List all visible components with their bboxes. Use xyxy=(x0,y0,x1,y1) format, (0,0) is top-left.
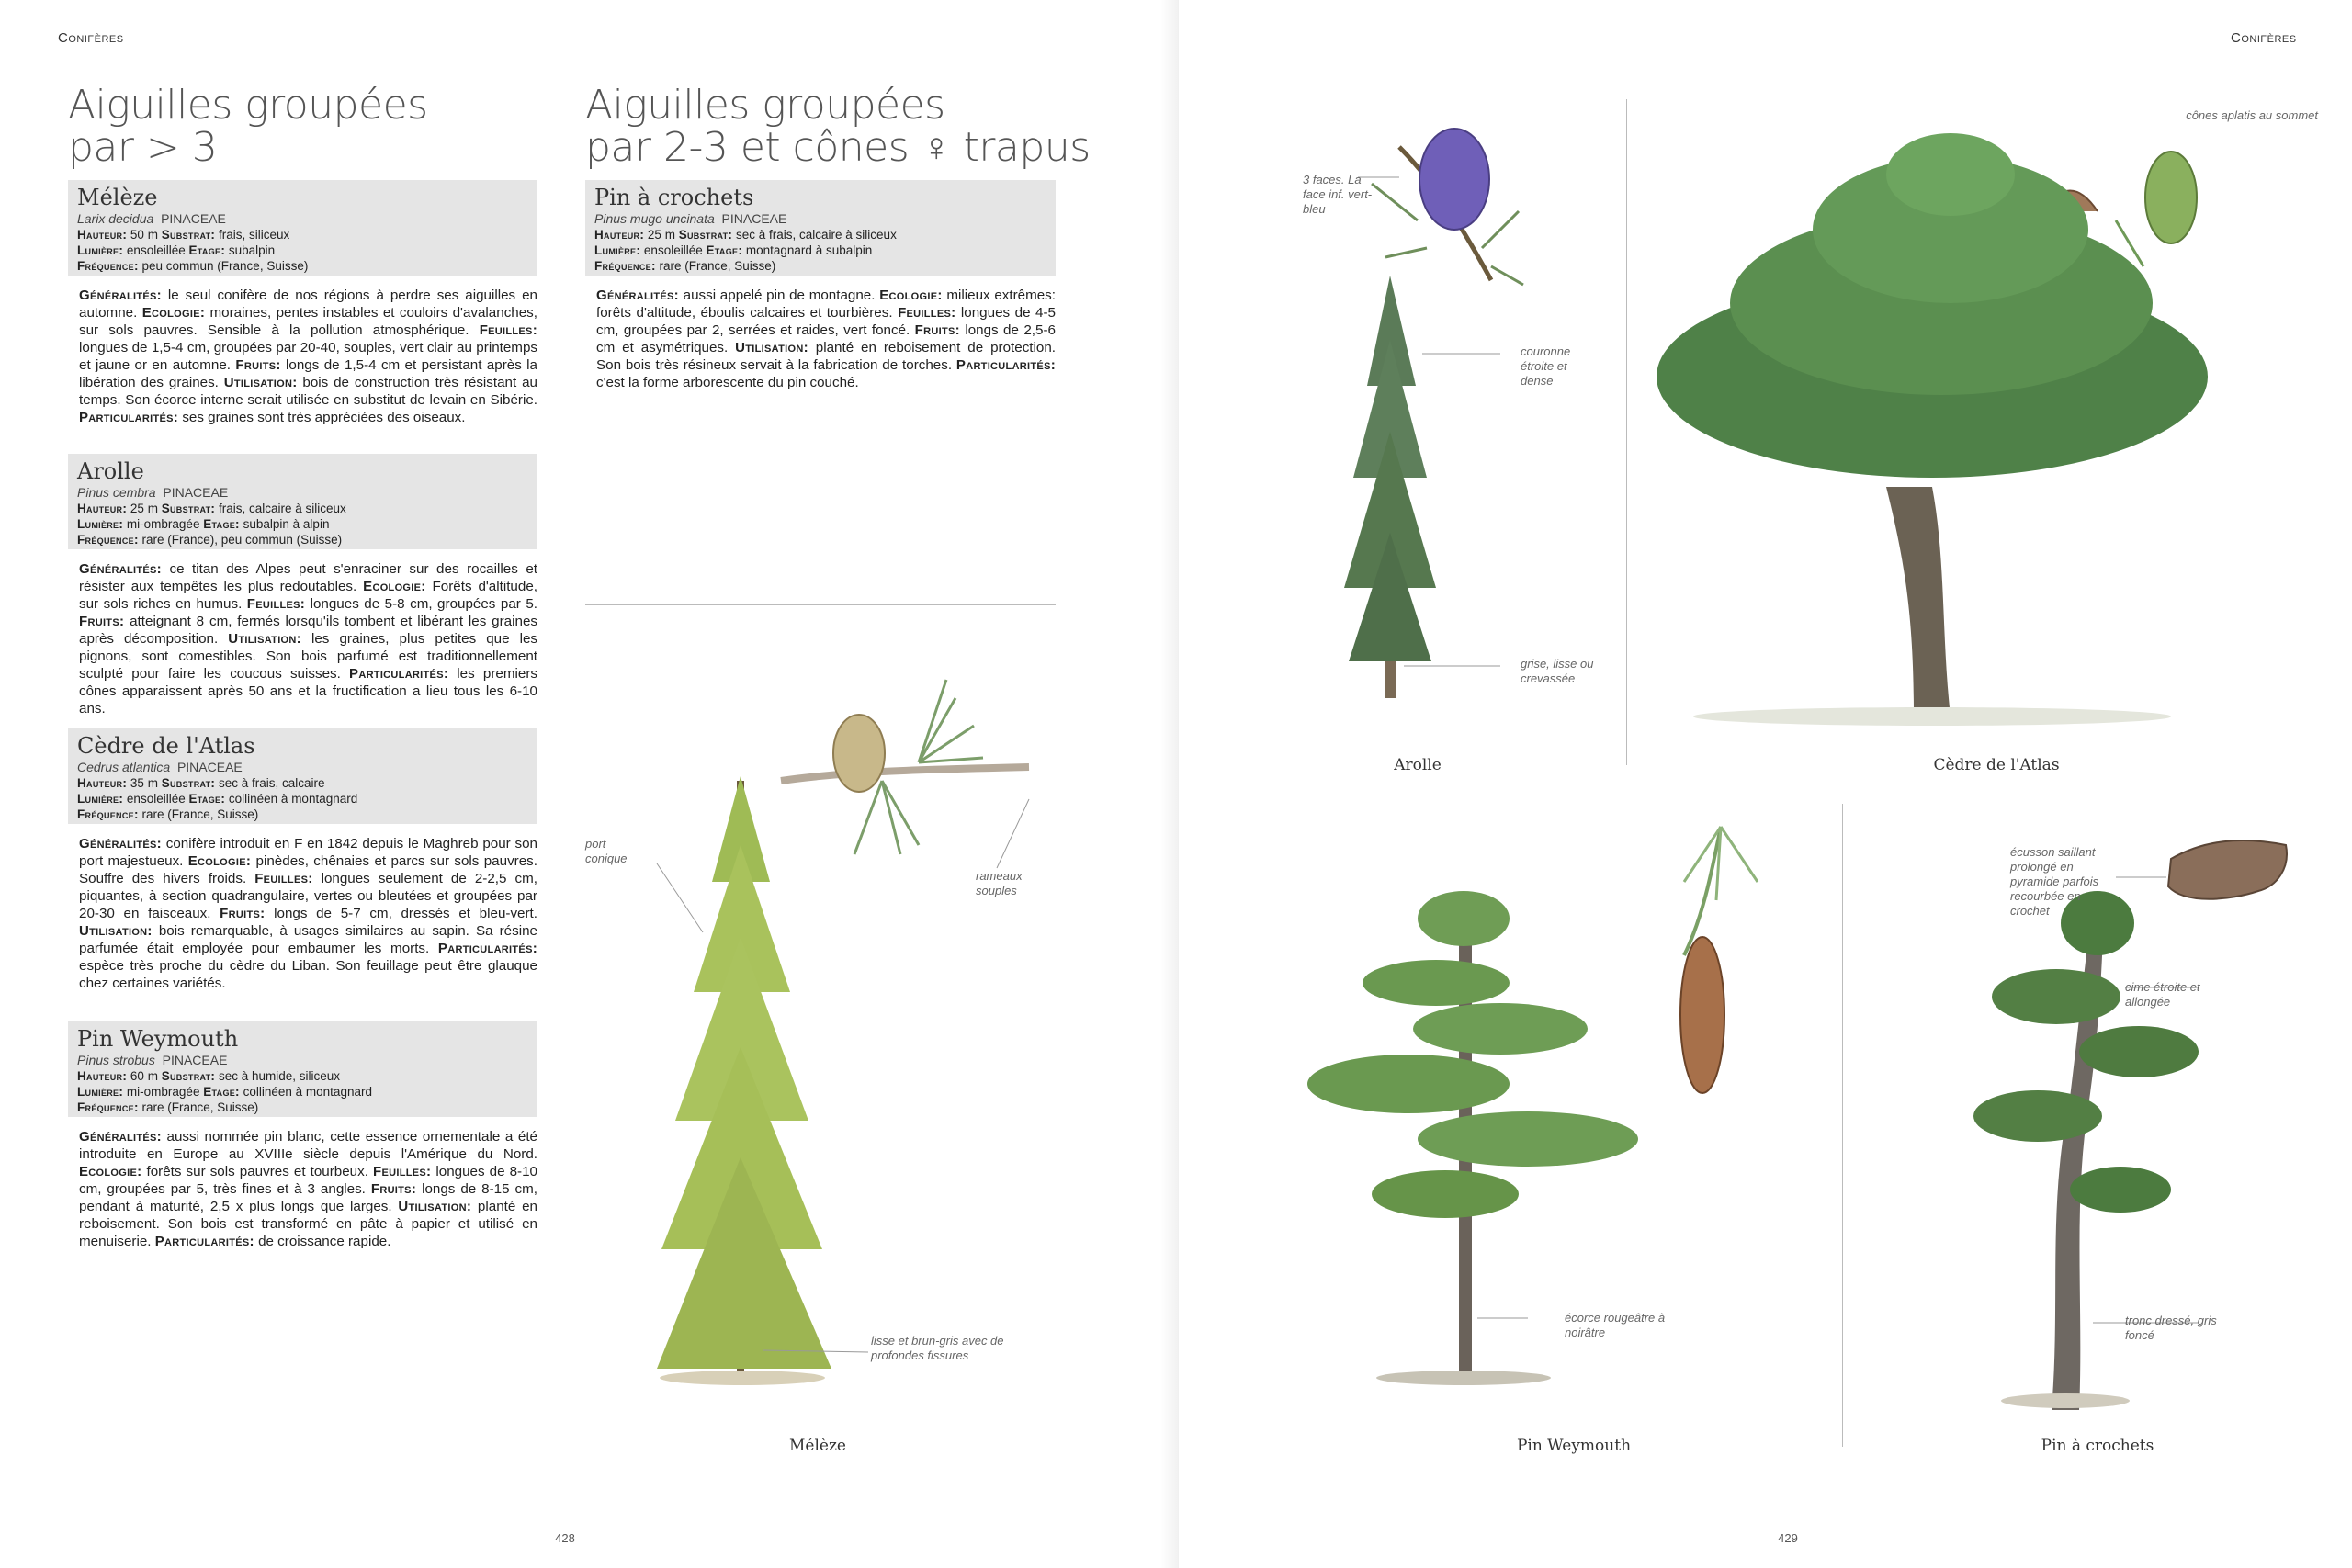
right-page xyxy=(1179,0,2352,1568)
species-description-cedre: Généralités: conifère introduit en F en 1842 depuis le Maghreb pour son port majestueux. Ecologie: pinèdes, chênaies et parcs sur sols pauvres. Souffre des hivers froids. Feuilles: longues seulement de 2-2,5 cm, piquantes, à section quadrangulaire, vertes ou bleutées et groupées par 20-30 en faisceaux. Fruits: longs de 5-7 cm, dressés et bleu-vert. Utilisation: bois remarquable, à usages similaires au sapin. Sa résine parfumée était employée pour embaumer les morts. Particularités: espèce très proche du cèdre du Liban. Son feuillage peut être glauque chez certaines variétés. xyxy=(79,836,537,991)
arolle-cone-illustration xyxy=(1372,129,1523,285)
species-description-weymouth: Généralités: aussi nommée pin blanc, cette essence ornementale a été introduite en Europe au XVIIIe siècle depuis l'Amérique du Nord. Ecologie: forêts sur sols pauvres et tourbeux. Feuilles: longues de 8-10 cm, groupées par 5, très fines et à 3 angles. Fruits: longs de 8-15 cm, pendant à maturité, 2,5 x plus longs que larges. Utilisation: planté en reboisement. Son bois est transformé en pâte à papier et utilisé en menuiserie. Particularités: de croissance rapide. xyxy=(79,1129,537,1249)
note-ecusson: écusson saillant prolongé en pyramide parfois recourbée en crochet xyxy=(2010,845,2099,918)
page-number: 428 xyxy=(555,1531,575,1545)
meleze-illustration xyxy=(606,643,1066,1396)
note-tronc: tronc dressé, gris foncé xyxy=(2125,1314,2217,1342)
caption-crochets: Pin à crochets xyxy=(2041,1437,2154,1455)
species-description-meleze: Généralités: le seul conifère de nos régions à perdre ses aiguilles en automne. Ecologie: moraines, pentes instables et couloirs d'avalanches, sur sols pauvres. Sensible à la pollution atmosphérique. Feuilles: longues de 1,5-4 cm, groupées par 20-40, souples, vert clair au printemps et jaune or en automne. Fruits: longs de 1,5-4 cm et persistant après la libération des graines. Utilisation: bois de construction très résistant au temps. Son écorce interne serait utilisée en substitut de levain en Sibérie. Particularités: ses graines sont très appréciées des oiseaux. xyxy=(79,288,537,425)
species-header-pin-crochets: Pin à crochets Pinus mugo uncinata PINACEAE Hauteur: 25 m Substrat: sec à frais, calcaire à siliceux Lumière: ensoleillée Etage: montagnard à subalpin Fréquence: rare (France, Suisse) xyxy=(585,180,1056,276)
caption-weymouth: Pin Weymouth xyxy=(1516,1437,1632,1455)
divider-line xyxy=(1626,99,1627,765)
section-title-needles-2-3: Aiguilles groupées par 2-3 et cônes ♀ trapus xyxy=(585,82,1091,171)
species-description-pin-crochets: Généralités: aussi appelé pin de montagne. Ecologie: milieux extrêmes: forêts d'altitude, éboulis calcaires et tourbières. Feuilles: longues de 4-5 cm, groupées par 2, serrées et raides, vert foncé. Fruits: longs de 2,5-6 cm et asymétriques. Utilisation: planté en reboisement de protection. Son bois très résineux servait à la fabrication de torches. Particularités: c'est la forme arborescente du pin couché. xyxy=(596,288,1056,390)
note-couronne: couronne étroite et dense xyxy=(1521,344,1571,388)
cedre-illustration xyxy=(1638,101,2336,735)
note-trois-faces: 3 faces. La face inf. vert-bleu xyxy=(1303,173,1373,216)
weymouth-illustration xyxy=(1298,808,1813,1396)
divider-line xyxy=(1842,804,1843,1447)
species-header-meleze: Mélèze Larix decidua PINACEAE Hauteur: 50 m Substrat: frais, siliceux Lumière: ensoleillée Etage: subalpin Fréquence: peu commun (France, Suisse) xyxy=(68,180,537,276)
note-grise-lisse: grise, lisse ou crevassée xyxy=(1521,657,1594,685)
note-port-conique: port conique xyxy=(585,837,628,865)
crochets-cone-illustration xyxy=(2168,840,2287,899)
caption-cedre: Cèdre de l'Atlas xyxy=(1933,756,2060,774)
note-ecorce-meleze: lisse et brun-gris avec de profondes fissures xyxy=(871,1334,1004,1362)
caption-arolle: Arolle xyxy=(1394,756,1442,774)
note-rameaux-souples: rameaux souples xyxy=(976,869,1023,897)
meleze-tree-illustration xyxy=(657,776,831,1385)
section-title-needles-gt3: Aiguilles groupées par > 3 xyxy=(68,82,428,171)
running-head: Conifères xyxy=(2231,30,2297,46)
page-number: 429 xyxy=(1778,1531,1798,1545)
note-cones-aplatis: cônes aplatis au sommet xyxy=(2186,108,2318,122)
note-ecorce-rougeatre: écorce rougeâtre à noirâtre xyxy=(1565,1311,1666,1339)
caption-meleze: Mélèze xyxy=(789,1437,846,1455)
species-header-arolle: Arolle Pinus cembra PINACEAE Hauteur: 25 m Substrat: frais, calcaire à siliceux Lumière: mi-ombragée Etage: subalpin à alpin Fréquence: rare (France), peu commun (Suisse) xyxy=(68,454,537,549)
cedre-tree-illustration xyxy=(1657,133,2208,726)
running-head: Conifères xyxy=(58,30,124,46)
species-description-arolle: Généralités: ce titan des Alpes peut s'enraciner sur des rocailles et résister aux tempêtes les plus redoutables. Ecologie: Forêts d'altitude, sur sols riches en humus. Feuilles: longues de 5-8 cm, groupées par 5. Fruits: atteignant 8 cm, fermés lorsqu'ils tombent et libérant les graines après décomposition. Utilisation: les graines, plus petites que les pignons, sont comestibles. Son bois parfumé est traditionnellement sculpté pour faire les coucous suisses. Particularités: les premiers cônes apparaissent après 50 ans et la fructification a lieu tous les 6-10 ans. xyxy=(79,561,537,716)
species-header-cedre: Cèdre de l'Atlas Cedrus atlantica PINACEAE Hauteur: 35 m Substrat: sec à frais, calcaire Lumière: ensoleillée Etage: collinéen à montagnard Fréquence: rare (France, Suisse) xyxy=(68,728,537,824)
species-header-weymouth: Pin Weymouth Pinus strobus PINACEAE Hauteur: 60 m Substrat: sec à humide, siliceux Lumière: mi-ombragée Etage: collinéen à montagnard Fréquence: rare (France, Suisse) xyxy=(68,1021,537,1117)
arolle-tree-illustration xyxy=(1344,276,1436,698)
note-cime: cime étroite et allongée xyxy=(2125,980,2200,1009)
divider-line xyxy=(585,604,1056,605)
meleze-cone-branch-illustration xyxy=(781,680,1029,854)
weymouth-cone-illustration xyxy=(1680,827,1758,1093)
